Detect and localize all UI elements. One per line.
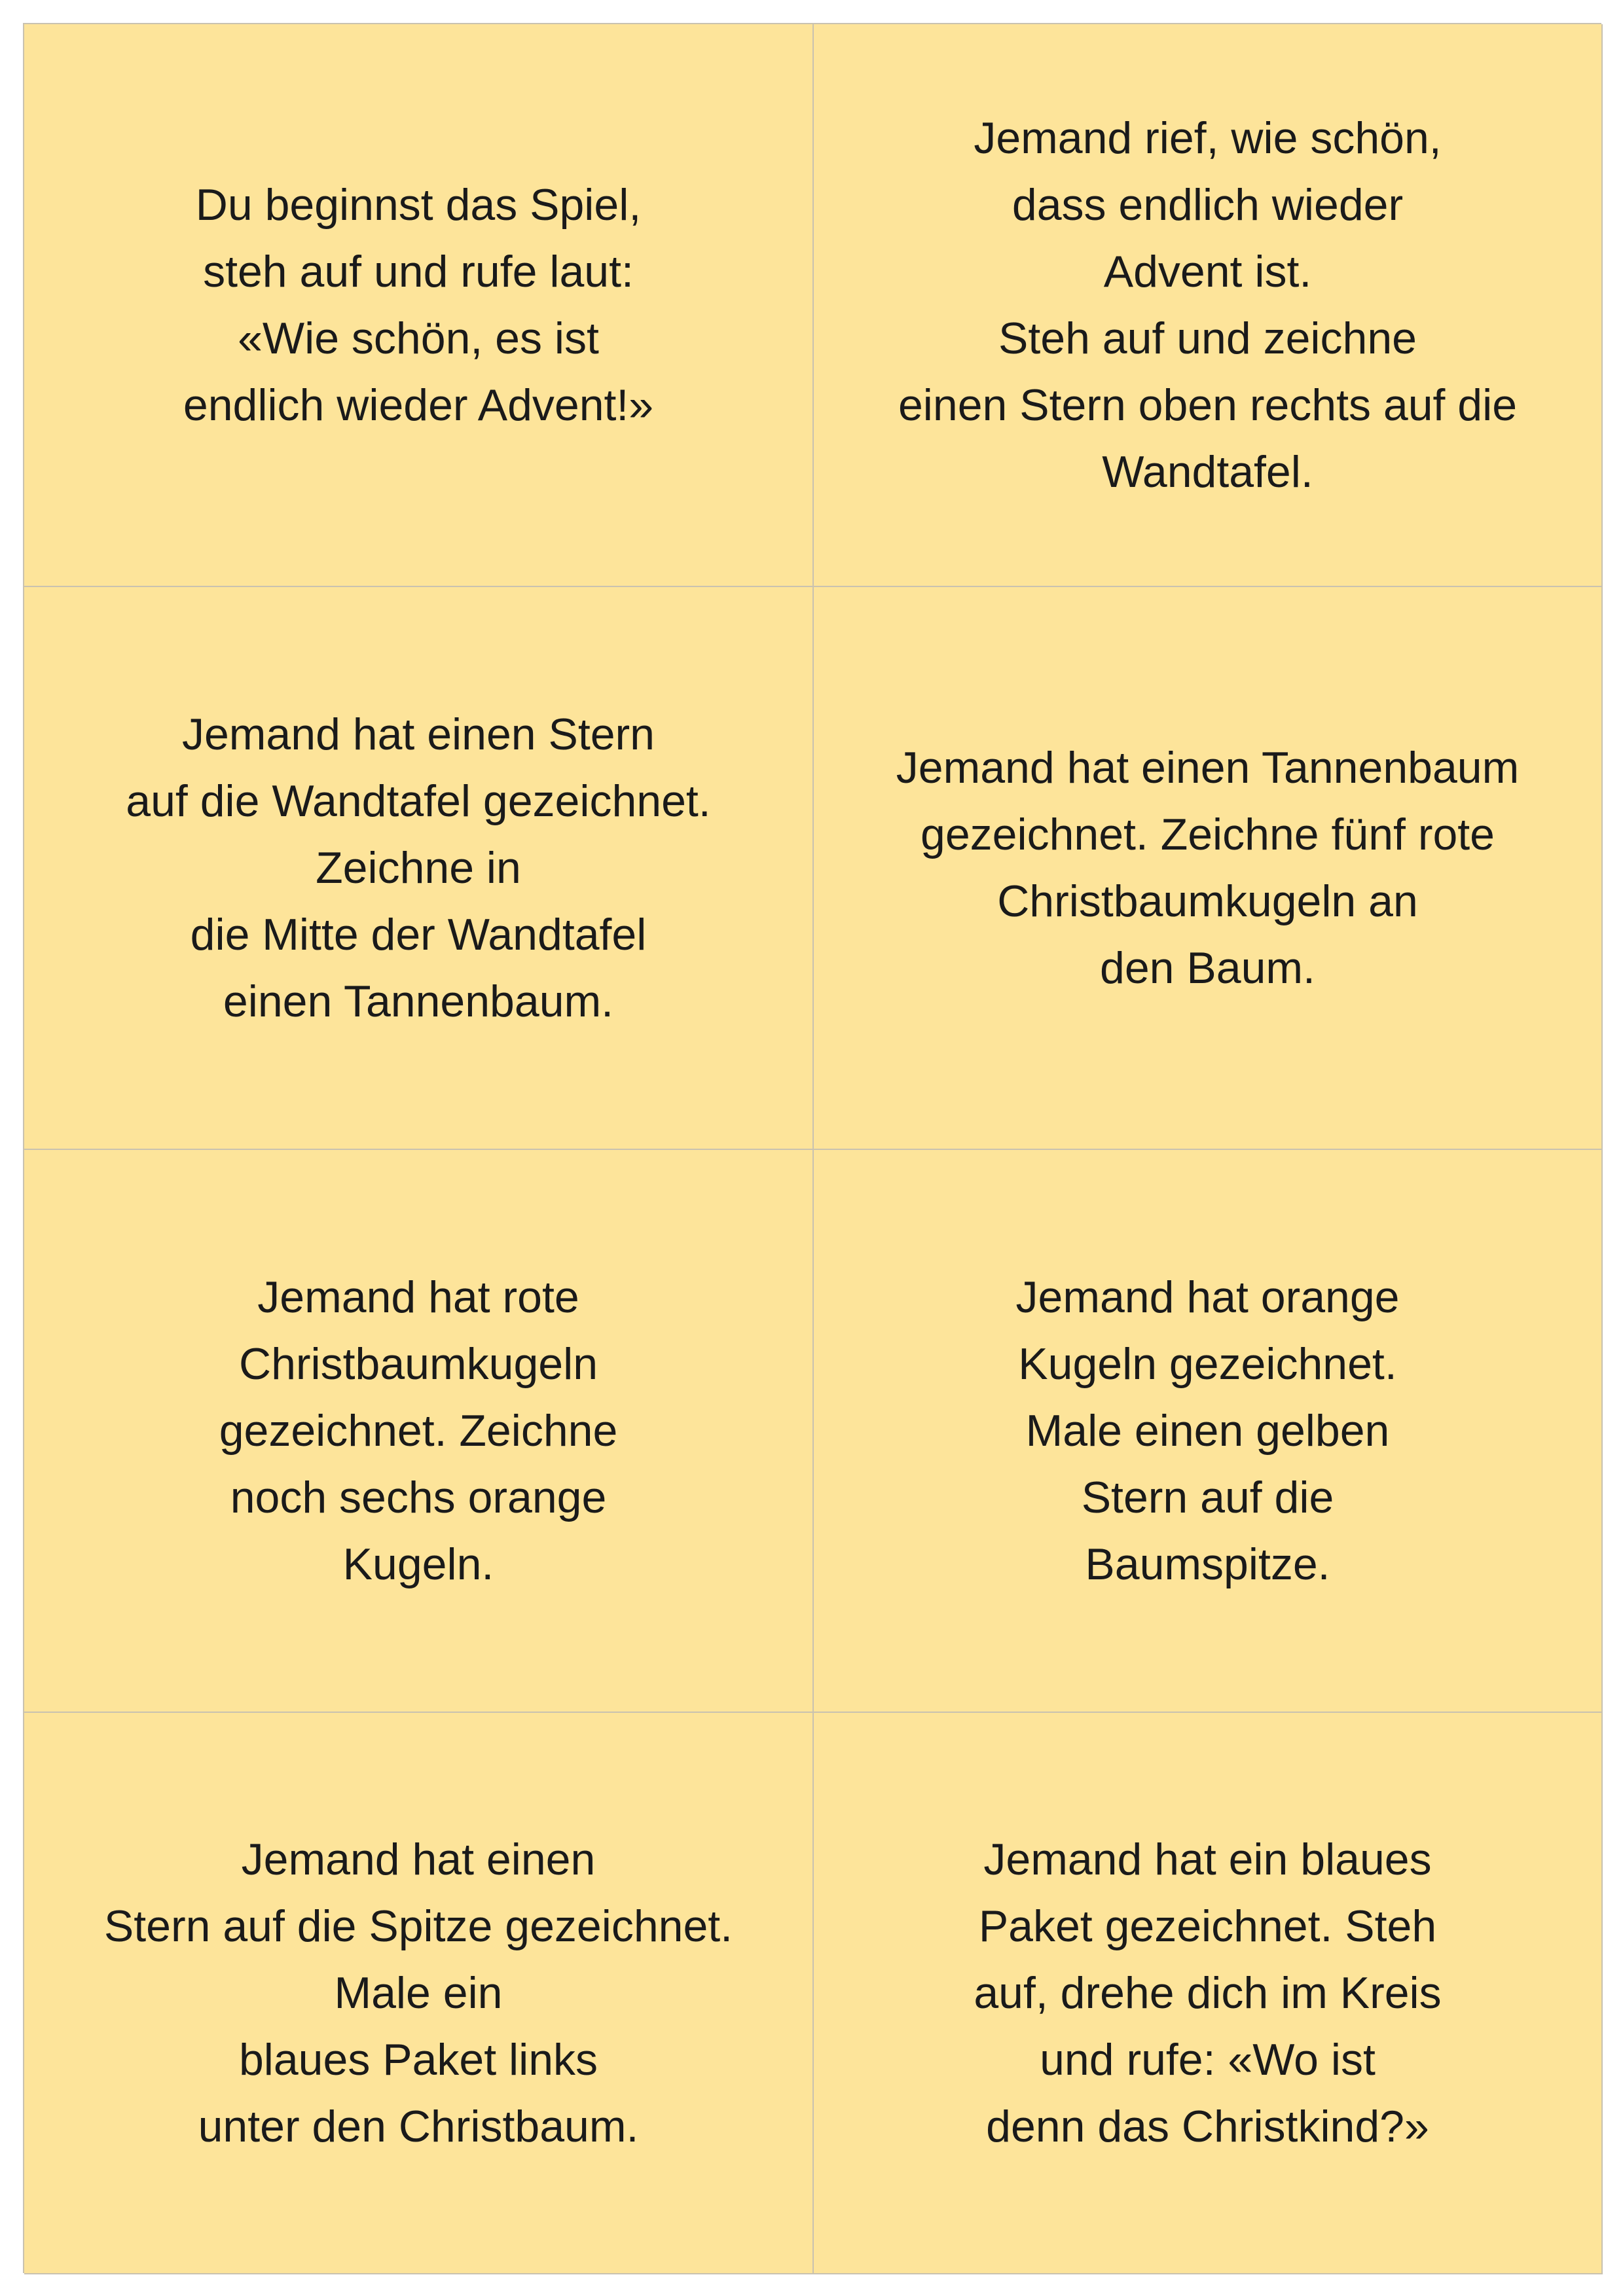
card-text: Jemand rief, wie schön, dass endlich wieder Advent ist. Steh auf und zeichne einen Stern oben rechts auf die Wandtafel.	[898, 113, 1518, 497]
card-text: Du beginnst das Spiel, steh auf und rufe laut: «Wie schön, es ist endlich wieder Advent!»	[183, 180, 654, 430]
card-text: Jemand hat einen Stern auf die Wandtafel gezeichnet. Zeichne in die Mitte der Wandtafel einen Tannenbaum.	[126, 709, 711, 1026]
game-card-4	[814, 587, 1603, 1150]
game-card-8	[814, 1713, 1603, 2274]
card-text: Jemand hat einen Tannenbaum gezeichnet. Zeichne fünf rote Christbaumkugeln an den Baum.	[896, 743, 1520, 993]
game-card-1	[24, 24, 814, 587]
game-card-5	[24, 1150, 814, 1713]
game-card-3	[24, 587, 814, 1150]
card-text: Jemand hat einen Stern auf die Spitze gezeichnet. Male ein blaues Paket links unter den Christbaum.	[103, 1835, 733, 2151]
game-card-6	[814, 1150, 1603, 1713]
card-text: Jemand hat ein blaues Paket gezeichnet. Steh auf, drehe dich im Kreis und rufe: «Wo ist denn das Christkind?»	[974, 1835, 1442, 2151]
game-card-2	[814, 24, 1603, 587]
card-sheet	[23, 23, 1601, 2273]
card-text: Jemand hat orange Kugeln gezeichnet. Male einen gelben Stern auf die Baumspitze.	[1015, 1272, 1400, 1589]
card-text: Jemand hat rote Christbaumkugeln gezeichnet. Zeichne noch sechs orange Kugeln.	[219, 1272, 618, 1589]
game-card-7	[24, 1713, 814, 2274]
